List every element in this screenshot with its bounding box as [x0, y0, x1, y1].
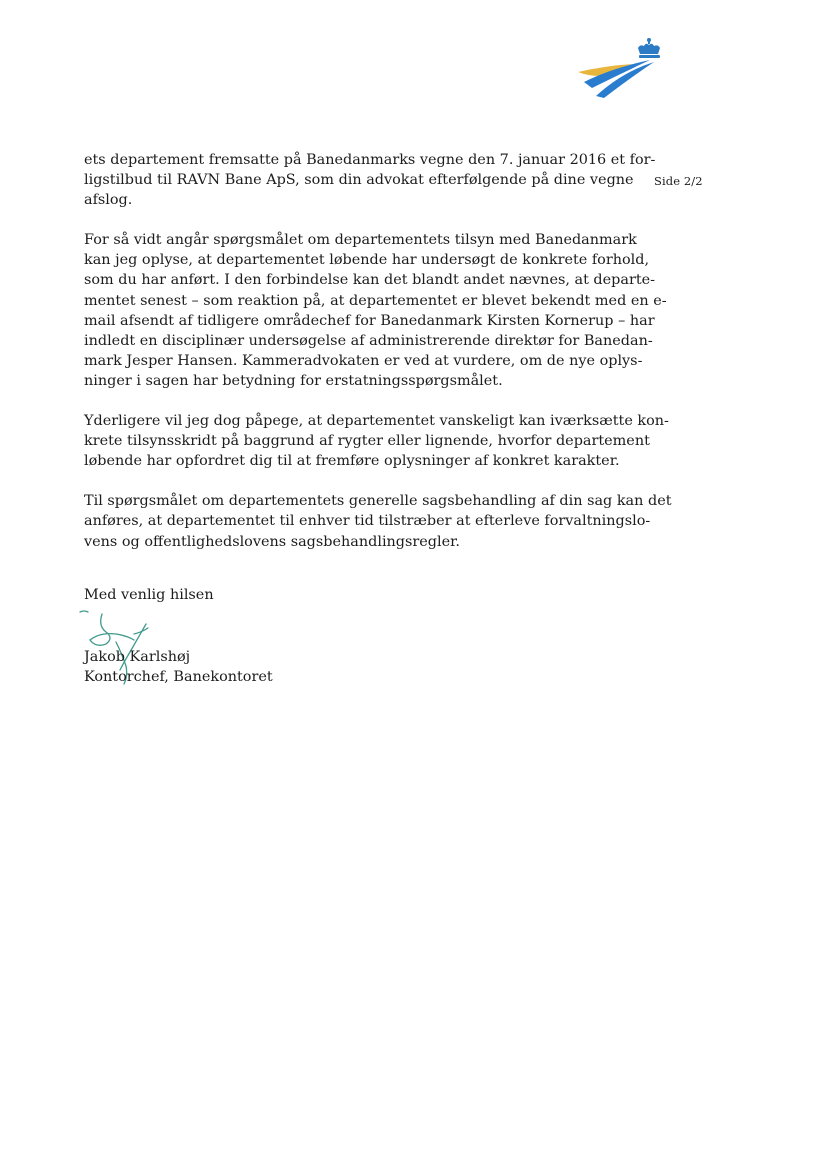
closing-salutation: Med venlig hilsen: [84, 587, 214, 603]
text-line: kan jeg oplyse, at departementet løbende har undersøgt de konkrete forhold,: [84, 252, 650, 269]
text-line: Yderligere vil jeg dog påpege, at departementet vanskeligt kan iværksætte kon-: [84, 413, 669, 430]
paragraph: [84, 491, 672, 551]
text-line: vens og offentlighedslovens sagsbehandlingsregler.: [84, 533, 461, 550]
signer-name: Jakob Karlshøj: [84, 649, 191, 665]
text-line: mark Jesper Hansen. Kammeradvokaten er ved at vurdere, om de nye oplys-: [84, 352, 643, 369]
signer-title: Kontorchef, Banekontoret: [84, 669, 273, 685]
text-line: ligstilbud til RAVN Bane ApS, som din advokat efterfølgende på dine vegne: [84, 172, 634, 189]
paragraph: [84, 230, 667, 391]
text-line: For så vidt angår spørgsmålet om departementets tilsyn med Banedanmark: [84, 232, 637, 249]
text-line: Til spørgsmålet om departementets generelle sagsbehandling af din sag kan det: [84, 493, 672, 510]
signer-block: [84, 647, 273, 687]
paragraph: [84, 150, 656, 210]
letter-body: [84, 150, 672, 572]
text-line: afslog.: [84, 192, 133, 209]
text-line: anføres, at departementet til enhver tid tilstræber at efterleve forvaltningslo-: [84, 513, 651, 530]
text-line: ets departement fremsatte på Banedanmarks vegne den 7. januar 2016 et for-: [84, 152, 656, 168]
text-line: ninger i sagen har betydning for erstatningsspørgsmålet.: [84, 372, 503, 389]
page-number: Side 2/2: [654, 174, 703, 188]
text-line: krete tilsynsskridt på baggrund af rygter eller lignende, hvorfor departement: [84, 433, 650, 450]
text-line: indledt en disciplinær undersøgelse af administrerende direktør for Banedan-: [84, 332, 653, 349]
text-line: mail afsendt af tidligere områdechef for Banedanmark Kirsten Kornerup – har: [84, 312, 655, 329]
text-line: som du har anført. I den forbindelse kan det blandt andet nævnes, at departe-: [84, 272, 655, 289]
danish-crown-railway-logo-icon: [574, 36, 666, 100]
text-line: mentet senest – som reaktion på, at departementet er blevet bekendt med en e-: [84, 292, 667, 309]
text-line: løbende har opfordret dig til at fremføre oplysninger af konkret karakter.: [84, 453, 620, 470]
paragraph: [84, 411, 669, 471]
